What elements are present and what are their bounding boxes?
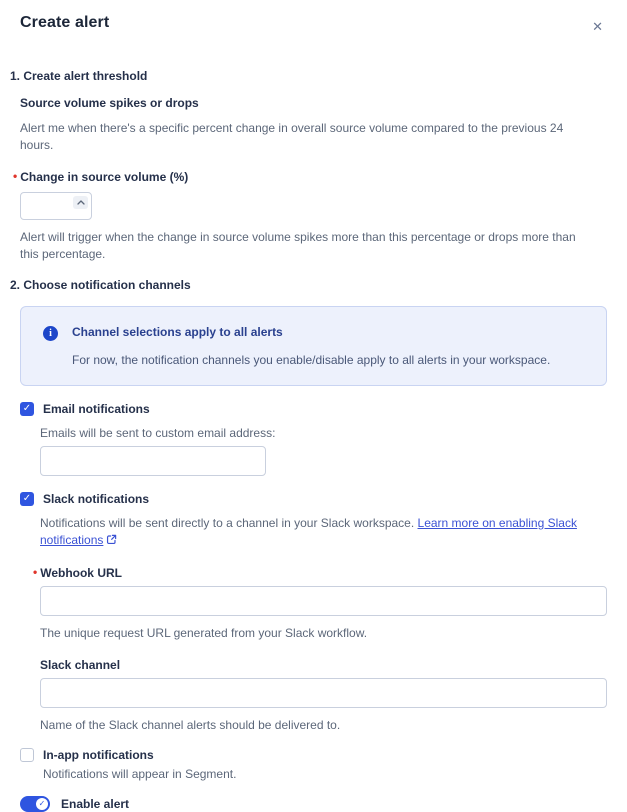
email-notifications-checkbox[interactable] — [20, 402, 34, 416]
change-volume-help: Alert will trigger when the change in source volume spikes more than this percentage or drops more than this percentage. — [20, 230, 576, 261]
chevron-up-icon — [77, 200, 85, 205]
custom-email-input[interactable] — [40, 446, 266, 476]
enable-alert-row — [20, 796, 607, 812]
info-banner-title: Channel selections apply to all alerts — [72, 325, 283, 339]
page-title: Create alert — [20, 14, 110, 31]
alert-type-name: Source volume spikes or drops — [20, 96, 199, 110]
slack-settings — [33, 515, 607, 734]
webhook-label-row — [33, 565, 607, 580]
change-volume-label: Change in source volume (%) — [20, 170, 189, 184]
webhook-url-help: The unique request URL generated from your Slack workflow. — [40, 626, 368, 640]
close-button[interactable] — [588, 16, 607, 37]
section-create-alert-threshold — [10, 69, 607, 263]
close-icon: ✕ — [592, 19, 603, 34]
inapp-notifications-checkbox[interactable] — [20, 748, 34, 762]
slack-description — [40, 515, 600, 550]
info-banner-content — [72, 325, 550, 368]
email-notifications-label: Email notifications — [43, 402, 150, 416]
slack-notifications-row[interactable] — [20, 492, 607, 506]
webhook-url-input[interactable] — [40, 586, 607, 616]
required-marker: • — [13, 169, 18, 183]
slack-channel-input[interactable] — [40, 678, 607, 708]
section-2-heading: 2. Choose notification channels — [10, 278, 191, 292]
checkmark-icon: ✓ — [22, 403, 32, 414]
checkmark-icon: ✓ — [22, 493, 32, 504]
inapp-help-text: Notifications will appear in Segment. — [43, 767, 237, 781]
slack-notifications-label: Slack notifications — [43, 492, 150, 506]
webhook-url-label: Webhook URL — [40, 566, 122, 580]
section-1-heading: 1. Create alert threshold — [10, 69, 148, 83]
change-volume-field — [20, 192, 92, 220]
section-notification-channels — [10, 278, 607, 812]
external-link-icon — [106, 533, 117, 550]
email-settings — [40, 425, 607, 476]
slack-channel-label: Slack channel — [40, 658, 121, 672]
enable-alert-toggle[interactable] — [20, 796, 50, 812]
email-help-text: Emails will be sent to custom email address: — [40, 426, 276, 440]
modal-header — [20, 14, 607, 37]
info-icon: i — [43, 326, 58, 341]
enable-alert-label: Enable alert — [61, 797, 130, 811]
required-marker: • — [33, 565, 38, 579]
slack-notifications-checkbox[interactable] — [20, 492, 34, 506]
slack-channel-help: Name of the Slack channel alerts should be delivered to. — [40, 718, 341, 732]
inapp-notifications-row[interactable] — [20, 748, 607, 762]
inapp-notifications-label: In-app notifications — [43, 748, 154, 762]
slack-description-text: Notifications will be sent directly to a channel in your Slack workspace. — [40, 516, 418, 530]
alert-type-description: Alert me when there's a specific percent change in overall source volume compared to the previous 24 hours. — [20, 121, 564, 152]
toggle-knob — [36, 798, 48, 810]
email-notifications-row[interactable] — [20, 402, 607, 416]
info-banner-body: For now, the notification channels you enable/disable apply to all alerts in your workspace. — [72, 353, 551, 367]
change-volume-label-row — [13, 169, 607, 184]
info-banner — [20, 306, 607, 386]
slack-learn-more-link[interactable]: Learn more on enabling Slack notifications — [40, 516, 577, 547]
number-stepper[interactable] — [73, 196, 88, 209]
toggle-check-icon: ✓ — [38, 799, 46, 808]
